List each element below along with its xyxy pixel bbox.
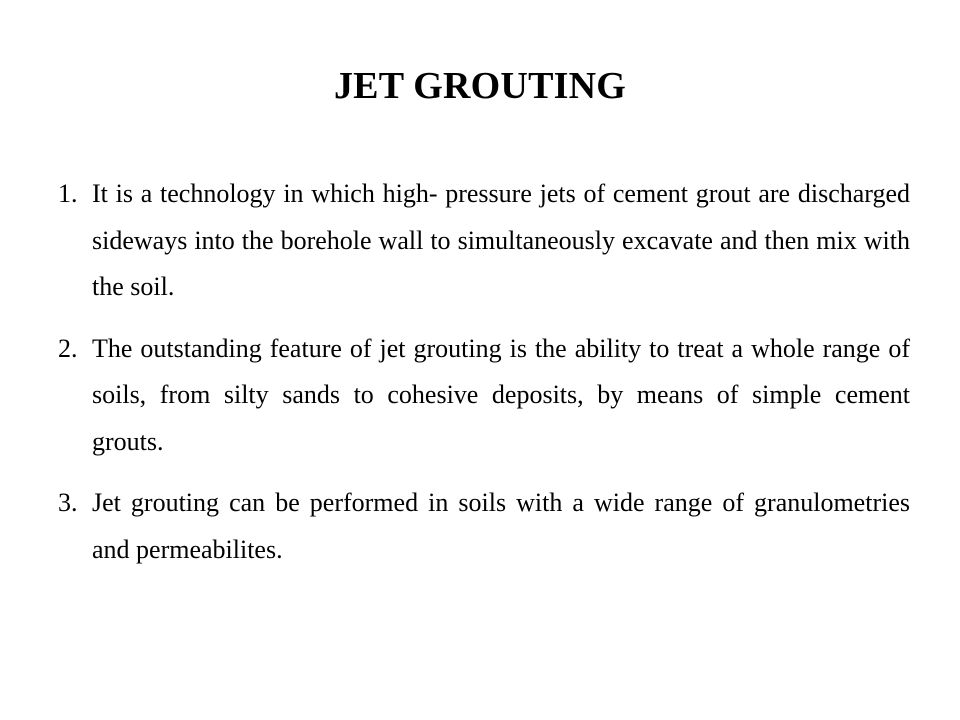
slide-title: JET GROUTING	[333, 65, 627, 107]
list-item-text: The outstanding feature of jet grouting is the ability to treat a whole range of soils, from silty sands to cohesive deposits, by means of simple cement grouts.	[92, 333, 910, 456]
list-item	[58, 480, 910, 573]
list-item-number: 2.	[58, 333, 78, 363]
numbered-list	[58, 171, 910, 588]
list-item-number: 1.	[58, 179, 78, 208]
list-item-number: 3.	[58, 488, 78, 517]
list-item	[58, 171, 910, 311]
list-item	[58, 326, 910, 466]
list-item-text: It is a technology in which high- pressure jets of cement grout are discharged sideways into the borehole wall to simultaneously excavate and then mix with the soil.	[92, 179, 910, 301]
list-item-text: Jet grouting can be performed in soils with a wide range of granulometries and permeabilites.	[92, 488, 910, 564]
